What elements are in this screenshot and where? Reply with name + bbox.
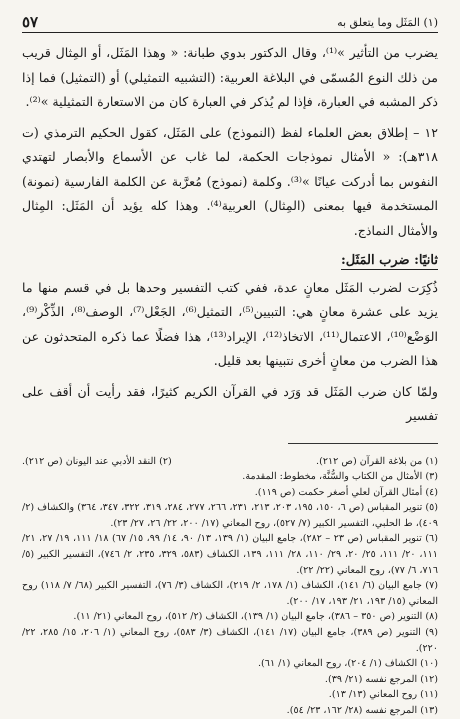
paragraph-4: ولمّا كان ضرب المَثَل قد وَرَد في القرآن الكريم كثيرًا، فقد رأيت أن أقف على تفسير [22,383,438,423]
footnote: (٣) الأمثال من الكتاب والسُّنَّة، مخطوط: المقدمة. [242,471,438,483]
paragraph-3: ذُكِرَت لضرب المَثَل معانٍ عدة، ففي كتب التفسير وحدها بل في قسم منها ما يزيد على عشرة معانٍ هي: التبيين⁽⁵⁾، التمثيل⁽⁶⁾، الجَعْل⁽⁷⁾، الوصف⁽⁸⁾، الذِّكْر⁽⁹⁾، الوَضْع⁽¹⁰⁾، الاعتمال⁽¹¹⁾، الاتخاذ⁽¹²⁾، الإيراد⁽¹³⁾، هذا فضلًا عما ذكره المتحدثون عن هذا الضرب من معانٍ أخرى نتبينها بعد قليل. [22,279,439,368]
footnote: (١١) روح المعاني (١٣/ ١٣). [328,689,438,701]
footnote: (٦) تنوير المقباس (ص ٢٣ – ٢٨٢)، جامع البيان (١/ ١٣٩، ١٣/ ٩٠، ١٤/ ٩٩، ١٥/ ٦٧) ١٨/ ١١١، ١٩/ ٢٧، ٢١/ ١١١، ٢٠/ ١١١، ٢٥/ ٢٠، ٢٩/ ١١٠، ٢٨/ ١١١، ١٣٩، الكشاف (٥٨٣، ٣٢٩، ٢٣٥، ٢/ ٧٤٦)، التفسير الكبير (٥/ ٧١٦، ٦/ ٧٧)، روح المعاني (٢٢/ ٢٢). [22,533,438,576]
paragraph-1: يضرب من التأثير »⁽¹⁾، وقال الدكتور بدوي طبانة: « وهذا المَثَل، أو المِثال قريب من ذلك النوع المُسمّى في البلاغة العربية: (التشبيه التمثيلي) أو (التمثيل) فما إذا ذكر المشبه في العبارة، فإذا لم يُذكر في العبارة كان من الاستعارة التمثيلية »⁽²⁾. [22,45,438,109]
footnotes [22,454,438,719]
footnote: (٨) التنوير (ص ٣٥٠ – ٣٨٦)، جامع البيان (١/ ١٣٩)، الكشاف (٢/ ٥١٢)، روح المعاني (٢١/ ١١). [73,611,438,623]
footnote: (٩) التنوير (ص ٣٨٩)، جامع البيان (١٧/ ١٤١)، الكشاف (٣/ ٥٨٣)، روح المعاني (١/ ٢٠٦، ١٥/ ٢٨٥، ٢٢/ ٢٢٠). [22,627,438,654]
main-text [22,41,438,429]
footnote: (٧) جامع البيان (٦/ ١٤١)، الكشاف (١/ ١٧٨، ٢/ ٢١٩)، الكشاف (٣/ ٧٦)، التفسير الكبير (٦٨/ ٧/ ١١٨) روح المعاني (١٥/ ١٩٣، ٢١/ ١٩٣، ١٧/ ٢٠٠). [22,580,438,607]
footnote: (٥) تنوير المقباس (ص ٦، ١٥٠، ١٩٥، ٢٠٣، ٢١٣، ٢٣١، ٢٦٦، ٢٧٧، ٢٨٤، ٣١٩، ٣٢٢، ٣٤٧، ٣٦٤) والكشاف (٢/ ٤٠٩)، ط الحلبي، التفسير الكبير (٧/ ٥٢٧)، روح المعاني (١٧/ ٢٠٠، ٢٢/ ٢٦، ٢٧/ ٢٣). [22,502,439,529]
footnote: (٤) أمثال القرآن لعلي أصغر حكمت (ص ١١٩). [254,486,438,498]
footnote: (١٢) المرجع نفسه (٢١/ ٣٩). [324,673,438,685]
page-header [22,12,438,33]
chapter-title: (١) المَثَل وما يتعلق به [337,15,438,29]
paragraph-2: ١٢ – إطلاق بعض العلماء لفظ (النموذج) على المَثَل، كقول الحكيم الترمذي (ت ٣١٨هـ): « الأمثال نموذجات الحكمة، لما غاب عن الأسماع والأبصار لتهتدي النفوس بما أدركت عيانًا »⁽³⁾. وكلمة (نموذج) مُعرَّبة عن الكلمة الفارسية (نمونة) المستخدمة فيها بمعنى (المِثال) العربية⁽⁴⁾. وهذا كله يؤيد أن المَثَل: المِثال والأمثال النماذج. [22,124,439,238]
footnote: (١٠) الكشاف (١/ ٢٠٤)، روح المعاني (١/ ٦١). [258,658,438,670]
footnote: (١٣) المرجع نفسه (٢٨/ ١٦٢، ٢٣/ ٥٤). [286,705,438,716]
footnote: (٢) النقد الأدبي عند اليونان (ص ٢١٢). [22,455,172,467]
page-number: ٥٧ [22,13,39,31]
section-heading [22,249,438,274]
footnote-pair [22,454,438,470]
footnote: (١) من بلاغة القرآن (ص ٢١٢). [316,455,438,467]
section-heading-text: ثانيًا: ضرب المَثَل: [340,253,438,268]
footnote-separator [288,443,438,444]
